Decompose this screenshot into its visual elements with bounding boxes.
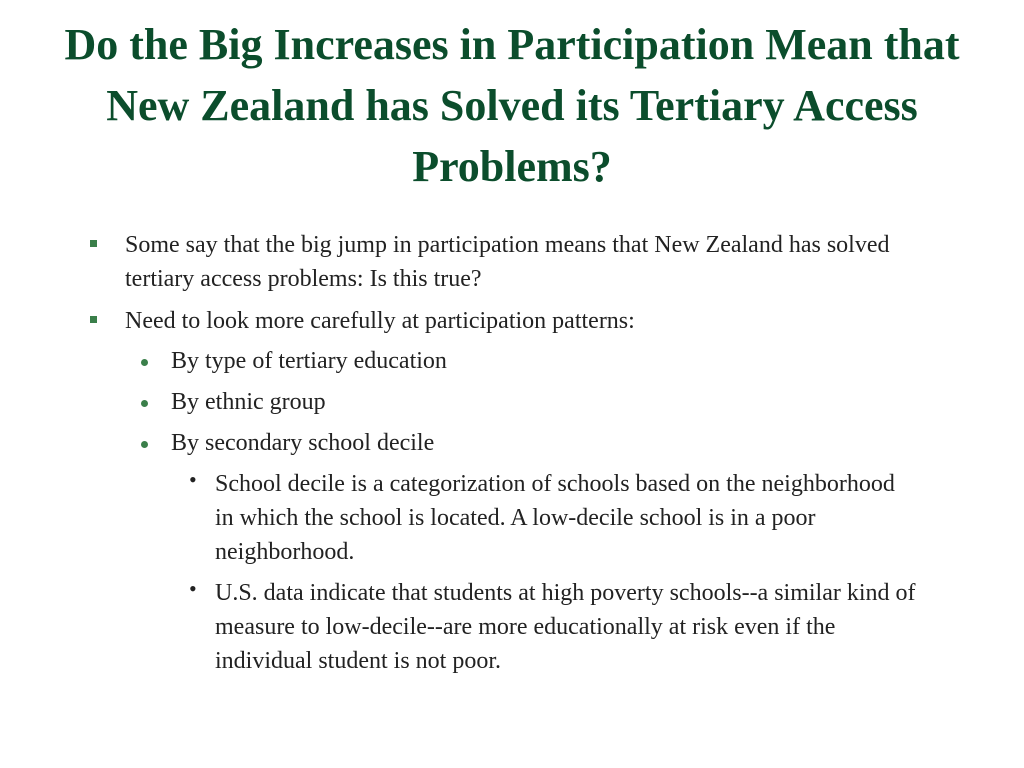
dot-bullet-icon: • xyxy=(189,467,197,492)
slide-title: Do the Big Increases in Participation Mean that New Zealand has Solved its Tertiary Access Problems? xyxy=(64,20,960,191)
bullet-text: Need to look more carefully at participation patterns: xyxy=(125,308,635,334)
square-bullet-icon xyxy=(90,316,97,323)
bullet-text: By secondary school decile xyxy=(171,430,435,456)
round-bullet-icon xyxy=(141,400,148,407)
bullet-text: School decile is a categorization of schools based on the neighborhood in which the school is located. A low-decile school is in a poor neighborhood. xyxy=(215,471,895,565)
round-bullet-icon xyxy=(141,359,148,366)
bullet-text: Some say that the big jump in participation means that New Zealand has solved tertiary access problems: Is this true? xyxy=(125,232,890,292)
bullet-text: U.S. data indicate that students at high poverty schools--a similar kind of measure to low-decile--are more educationally at risk even if the individual student is not poor. xyxy=(215,580,916,674)
bullet-text: By ethnic group xyxy=(171,389,326,415)
round-bullet-icon xyxy=(141,441,148,448)
dot-bullet-icon: • xyxy=(189,576,197,601)
bullet-text: By type of tertiary education xyxy=(171,348,447,374)
square-bullet-icon xyxy=(90,240,97,247)
